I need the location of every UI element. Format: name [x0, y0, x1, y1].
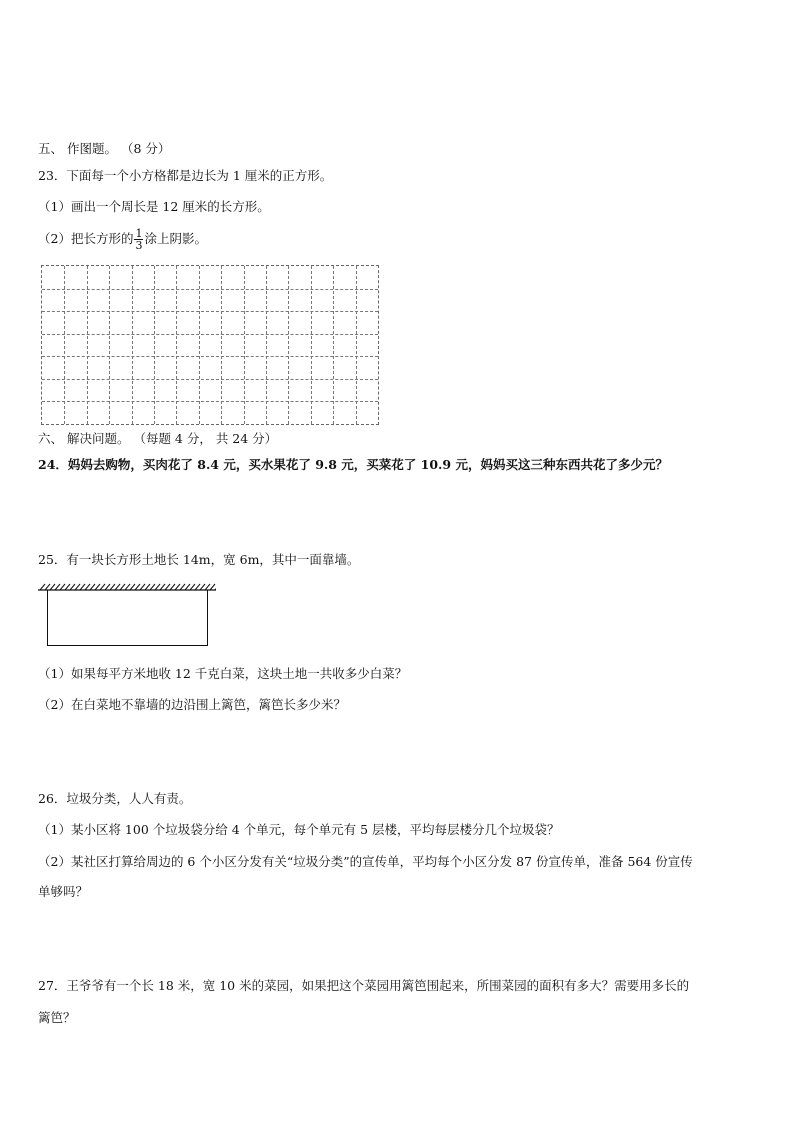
question-25-part-1: （1）如果每平方米地收 12 千克白菜，这块土地一共收多少白菜？: [38, 666, 408, 681]
grid-horizontal-line: [42, 401, 378, 402]
fraction-numerator: 1: [135, 227, 143, 240]
grid-vertical-line: [266, 266, 267, 424]
question-23-part-1: （1）画出一个周长是 12 厘米的长方形。: [38, 199, 270, 214]
grid-horizontal-line: [42, 289, 378, 290]
question-26-part-2-line-1: （2）某社区打算给周边的 6 个小区分发有关“垃圾分类”的宣传单，平均每个小区分发 87 份宣传单，准备 564 份宣传: [38, 854, 693, 869]
question-27-line-1: 27．王爷爷有一个长 18 米，宽 10 米的菜园，如果把这个菜园用篱笆围起来，所围菜园的面积有多大？需要用多长的: [38, 978, 690, 993]
grid-vertical-line: [356, 266, 357, 424]
grid-vertical-line: [154, 266, 155, 424]
grid-vertical-line: [288, 266, 289, 424]
grid-vertical-line: [64, 266, 65, 424]
section-five-heading: 五、 作图题。 （8 分）: [38, 141, 171, 156]
question-26-part-2-line-2: 单够吗？: [38, 884, 89, 899]
hatch-mark: [210, 584, 215, 590]
question-26-stem: 26．垃圾分类，人人有责。: [38, 791, 192, 806]
grid-vertical-line: [221, 266, 222, 424]
question-24-stem: 24．妈妈去购物，买肉花了 8.4 元，买水果花了 9.8 元，买菜花了 10.9 元，妈妈买这三种东西共花了多少元？: [38, 457, 668, 472]
grid-vertical-line: [199, 266, 200, 424]
grid-vertical-line: [109, 266, 110, 424]
section-six-heading: 六、 解决问题。 （每题 4 分， 共 24 分）: [38, 431, 278, 446]
grid-horizontal-line: [42, 379, 378, 380]
question-23-part-2-text-after: 涂上阴影。: [144, 231, 207, 246]
grid-vertical-line: [87, 266, 88, 424]
question-23-part-2-text-before: （2）把长方形的: [38, 231, 134, 246]
question-23-part-2: [38, 228, 207, 251]
rectangular-field: [47, 590, 208, 646]
fraction-one-third: [134, 228, 143, 251]
grid-vertical-line: [311, 266, 312, 424]
grid-vertical-line: [176, 266, 177, 424]
fraction-denominator: 3: [135, 239, 143, 252]
grid-horizontal-line: [42, 334, 378, 335]
question-23-stem: 23．下面每一个小方格都是边长为 1 厘米的正方形。: [38, 168, 333, 183]
hatch-mark: [215, 584, 216, 590]
question-27-line-2: 篱笆？: [38, 1010, 76, 1025]
grid-vertical-line: [244, 266, 245, 424]
grid-horizontal-line: [42, 356, 378, 357]
grid-vertical-line: [333, 266, 334, 424]
question-26-part-1: （1）某小区将 100 个垃圾袋分给 4 个单元，每个单元有 5 层楼，平均每层楼分几个垃圾袋？: [38, 822, 560, 837]
question-25-stem: 25．有一块长方形土地长 14m，宽 6m，其中一面靠墙。: [38, 552, 360, 567]
square-grid[interactable]: [41, 265, 379, 425]
question-25-part-2: （2）在白菜地不靠墙的边沿围上篱笆，篱笆长多少米？: [38, 697, 346, 712]
grid-horizontal-line: [42, 311, 378, 312]
grid-vertical-line: [132, 266, 133, 424]
hatch-mark: [40, 584, 45, 590]
